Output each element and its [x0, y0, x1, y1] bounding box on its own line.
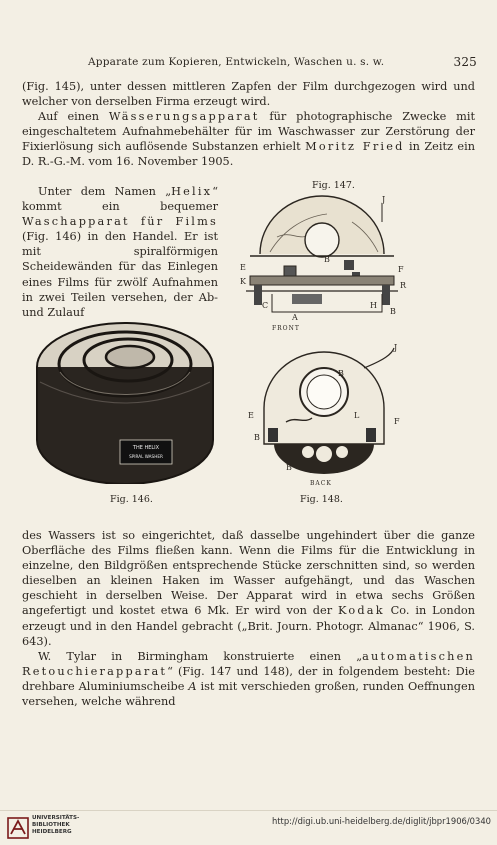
running-header	[22, 56, 477, 72]
fig147-letter: R	[400, 281, 407, 290]
text-span: W. Tylar in Birmingham konstruierte einen „	[38, 649, 363, 663]
fig147-letter: F	[398, 265, 404, 274]
text-span: des Wassers ist so eingerichtet, daß dasselbe ungehindert über die ganze Oberfläche des Films fließen kann. Wenn die Films für die Entwicklung in einzelne, den Bildgrößen entsprechende Stücke zerschnitten sind, so werden dieselben an kleinen Haken im Wasser aufgehängt, und das Waschen geschieht in derselben Weise. Der Apparat wird in etwa sechs Größen angefertigt und kostet etwa 6 Mk. Er wird von der	[22, 529, 475, 618]
text-span: Unter dem Namen „	[38, 185, 172, 198]
fig147-letter: A	[292, 313, 298, 322]
fig148-letter: B	[286, 463, 292, 472]
spaced-name: Helix	[171, 185, 213, 198]
fig148-caption: Fig. 148.	[300, 494, 343, 505]
fig147-letter: H	[370, 301, 377, 310]
text-span: Auf einen	[38, 110, 109, 124]
fig148-back-label: BACK	[310, 480, 332, 487]
fig146-caption: Fig. 146.	[110, 494, 153, 505]
text-span: “ (Fig. 147 und 148), der in folgendem besteht: Die drehbare Aluminiumscheibe	[22, 664, 475, 693]
logo-line: UNIVERSITÄTS-	[32, 815, 80, 821]
spaced-term: Wässerungsapparat	[108, 110, 260, 124]
running-title: Apparate zum Kopieren, Entwickeln, Waschen u. s. w.	[88, 56, 385, 68]
italic-letter: A	[188, 679, 197, 693]
paragraph-helix-continuation	[22, 528, 475, 649]
fig148-letter: E	[248, 411, 254, 420]
paragraph-bottom	[22, 528, 475, 709]
paragraph-waesserungsapparat	[22, 109, 475, 169]
text-span: ist mit verschieden großen, runden Oeffnungen versehen, welche während	[22, 679, 475, 709]
fig148-letter: F	[394, 417, 400, 426]
paragraph-helix	[22, 184, 218, 320]
fig148-letter: B	[254, 433, 260, 442]
spaced-term: Waschapparat für Films	[22, 215, 218, 229]
footer-divider	[0, 810, 497, 811]
fig147-letter: K	[240, 277, 246, 286]
source-url-link[interactable]: http://digi.ub.uni-heidelberg.de/diglit/jbpr1906/0340	[271, 816, 491, 826]
fig147-letter: B	[390, 307, 396, 316]
text-span: “ kommt ein bequemer	[22, 185, 218, 214]
fig147-front-label: FRONT	[272, 325, 300, 332]
text-span: Co. in London erzeugt und in den Handel gebracht („Brit. Journ. Photogr. Almanac“ 1906, S. 643).	[22, 604, 475, 648]
text-span: (Fig. 146) in den Handel. Er ist mit spiralförmigen Scheidewänden für das Einlegen eines Films für zwölf Aufnahmen in zwei Teilen versehen, der Ab- und Zulauf	[22, 230, 218, 319]
spaced-name: Kodak	[338, 604, 385, 618]
fig147-letter: E	[240, 263, 246, 272]
fig147-caption: Fig. 147.	[312, 180, 355, 191]
spaced-term: automatischen Retouchierapparat	[22, 649, 475, 678]
fig147-drawing	[232, 192, 412, 334]
page-number: 325	[453, 55, 477, 69]
fig146-box-label-1: THE HELIX	[132, 445, 160, 451]
logo-line: BIBLIOTHEK	[32, 822, 70, 828]
fig148-letter: L	[354, 411, 360, 420]
fig147-letter: B	[324, 255, 330, 264]
text-span: (Fig. 145), unter dessen mittleren Zapfen der Film durchgezogen wird und welcher von derselben Firma erzeugt wird.	[22, 80, 475, 109]
fig147-letter: C	[262, 301, 269, 310]
text-span: in Zeitz ein D. R.-G.-M. vom 16. November 1905.	[22, 140, 475, 169]
library-logo-icon	[6, 814, 30, 840]
paragraph-helix-text	[22, 184, 218, 320]
fig148-drawing	[234, 340, 414, 488]
library-logo-text	[32, 815, 79, 836]
fig146-drawing	[30, 312, 220, 484]
fig147-letter: J	[382, 195, 386, 204]
spaced-name: Moritz Fried	[305, 140, 405, 154]
paragraph-continuation	[22, 79, 475, 109]
fig146-box-label-2: SPIRAL WASHER	[129, 454, 163, 459]
paragraph-tylar	[22, 649, 475, 709]
paragraph-top	[22, 79, 475, 170]
logo-line: HEIDELBERG	[32, 829, 72, 835]
fig148-letter: B	[338, 369, 344, 378]
fig148-letter: J	[394, 343, 398, 352]
text-span: für photographische Zwecke mit eingeschaltetem Aufnahmebehälter für im Waschwasser zur Zerstörung der Fixierlösung sich auflösende Substanzen erhielt	[22, 110, 475, 154]
